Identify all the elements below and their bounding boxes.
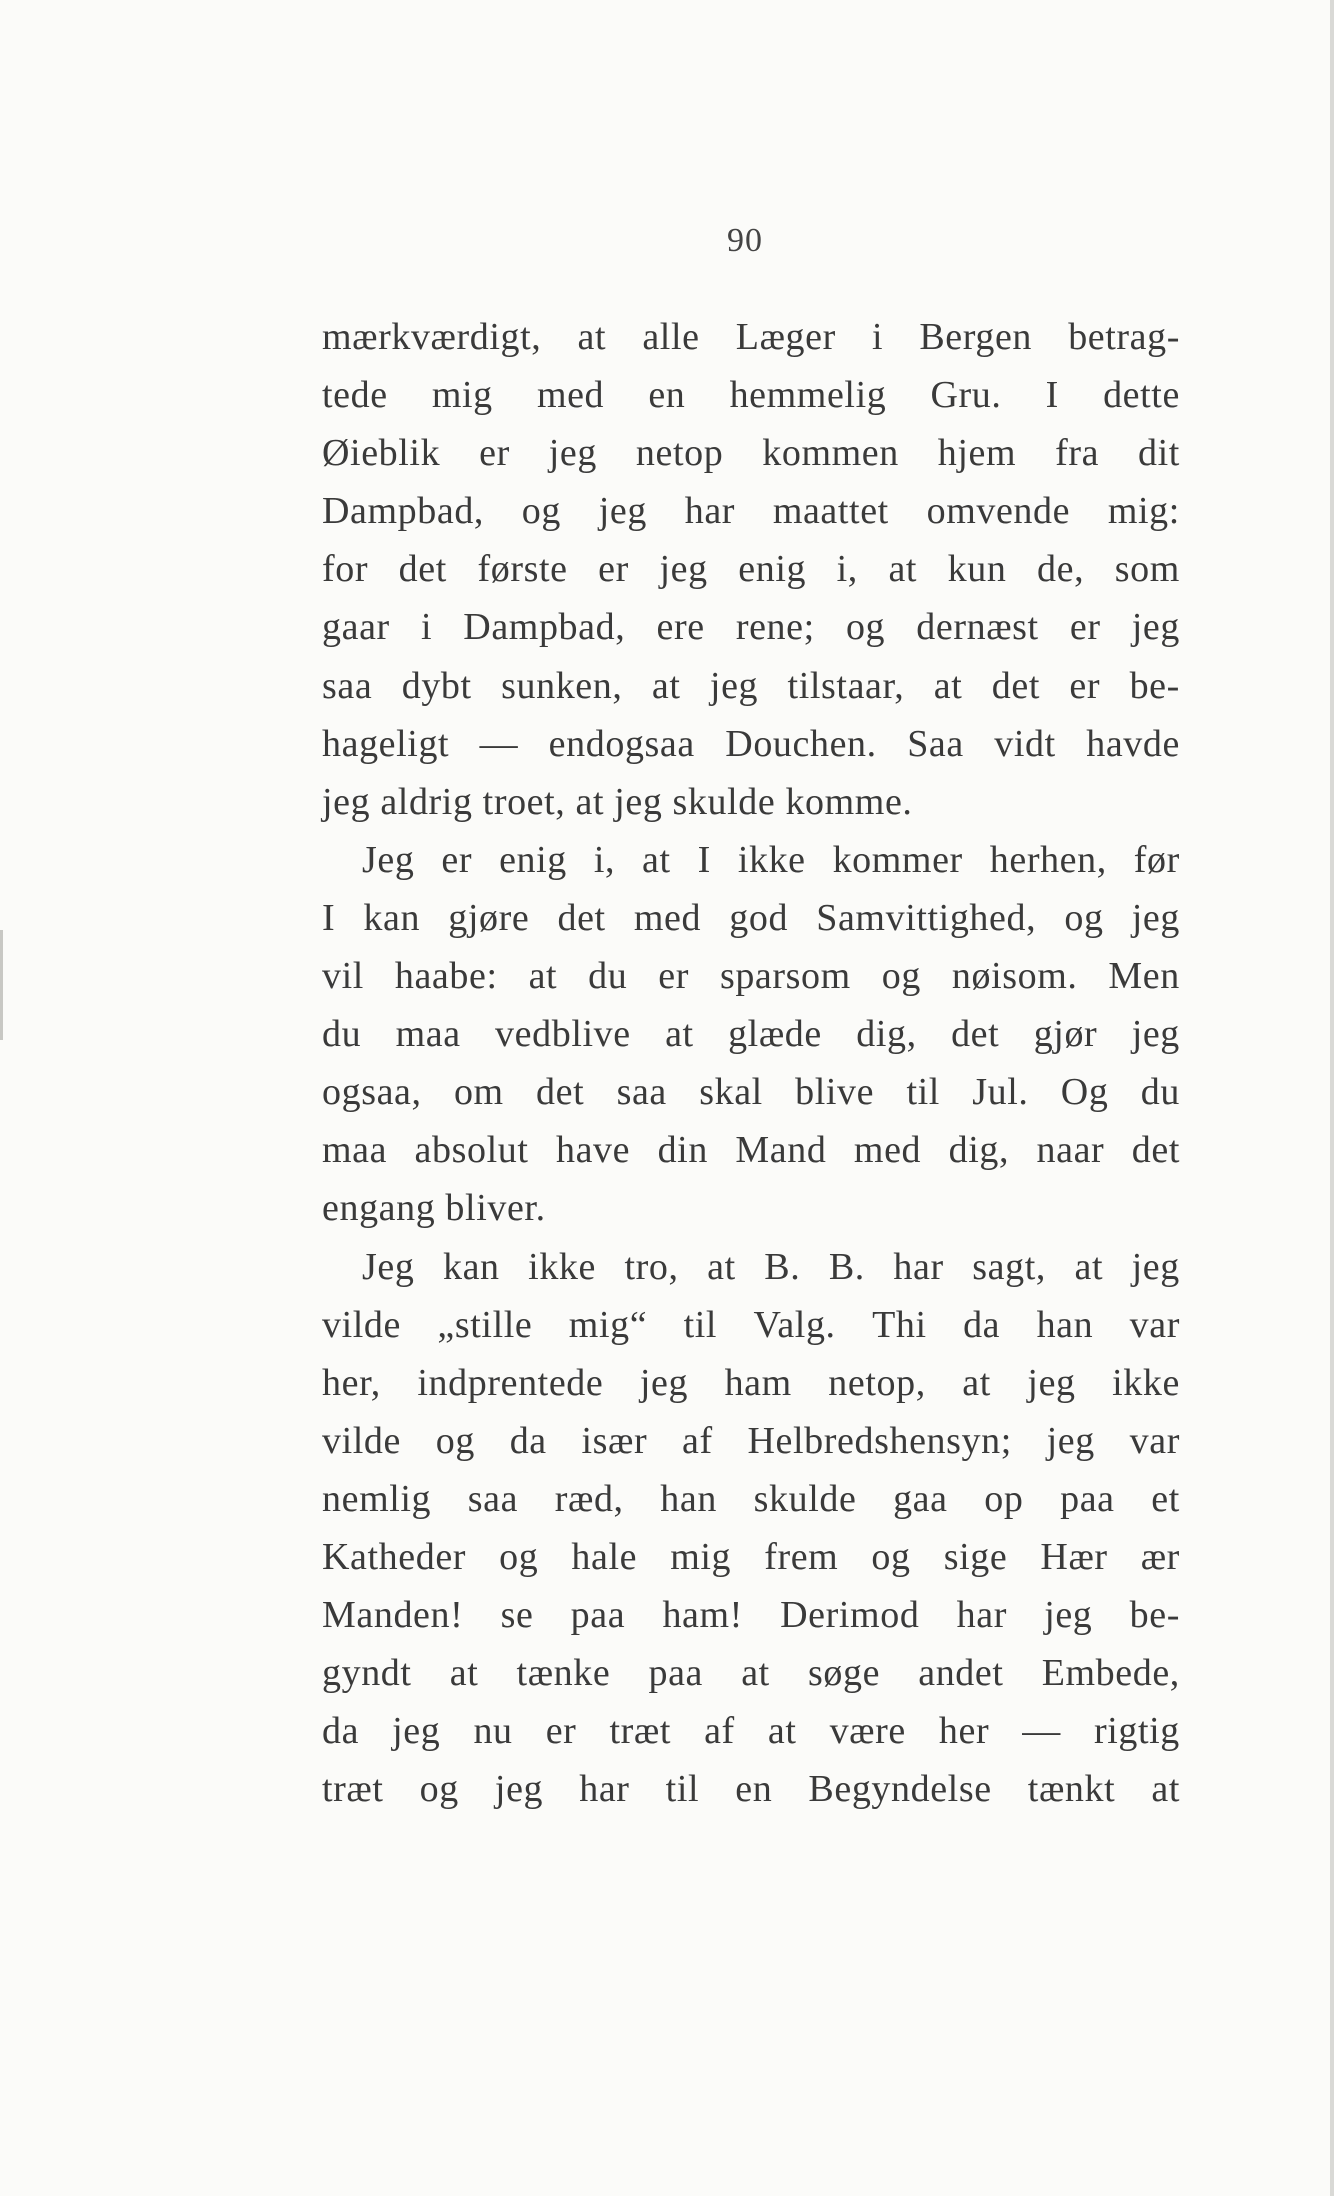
word: naar xyxy=(1036,1129,1105,1172)
word: som xyxy=(1114,548,1180,591)
word: rene; xyxy=(735,606,815,649)
word: har xyxy=(579,1768,630,1811)
text-line xyxy=(322,1644,1180,1702)
word: jeg xyxy=(639,1361,689,1404)
word: et xyxy=(1151,1477,1180,1520)
word: dernæst xyxy=(916,606,1039,649)
word: Og xyxy=(1060,1071,1109,1114)
word: gaa xyxy=(893,1477,948,1520)
text-line: jeg aldrig troet, at jeg skulde komme. xyxy=(322,780,913,823)
word: Helbredshensyn; xyxy=(747,1419,1012,1462)
word: vidt xyxy=(994,722,1056,765)
word: at xyxy=(528,955,558,998)
word: var xyxy=(1129,1419,1180,1462)
word: skal xyxy=(699,1071,763,1114)
word: haabe: xyxy=(394,955,498,998)
word: med xyxy=(633,896,702,939)
word: har xyxy=(956,1594,1007,1637)
word: er xyxy=(479,432,510,475)
word: tro, xyxy=(624,1245,679,1288)
word: de, xyxy=(1037,548,1085,591)
word: for xyxy=(322,548,369,591)
text-line xyxy=(322,1238,1180,1296)
word: Thi xyxy=(872,1303,927,1346)
word: det xyxy=(557,896,606,939)
word: at xyxy=(1151,1768,1180,1811)
word: ikke xyxy=(1112,1361,1180,1404)
word: sunken, xyxy=(501,664,623,707)
word: jeg xyxy=(1131,1245,1180,1288)
word: at xyxy=(707,1245,736,1288)
word: og xyxy=(435,1419,475,1462)
word: jeg xyxy=(1044,1594,1093,1637)
word: træt xyxy=(322,1768,384,1811)
word: mig xyxy=(431,374,493,417)
word: da xyxy=(509,1419,547,1462)
word: rigtig xyxy=(1093,1710,1180,1753)
word: absolut xyxy=(414,1129,529,1172)
word: sige xyxy=(943,1535,1008,1578)
text-line xyxy=(322,1760,1180,1818)
word: paa xyxy=(570,1594,626,1637)
word: jeg xyxy=(598,490,647,533)
word: Men xyxy=(1108,955,1180,998)
word: indprentede xyxy=(417,1361,604,1404)
word: paa xyxy=(648,1652,704,1695)
word: det xyxy=(398,548,447,591)
word: dybt xyxy=(401,664,472,707)
text-line xyxy=(322,308,1180,366)
word: jeg xyxy=(548,432,597,475)
word: ræd, xyxy=(554,1477,624,1520)
word: Manden! xyxy=(322,1594,464,1637)
word: det xyxy=(951,1013,1000,1056)
word: at xyxy=(741,1652,770,1695)
word: Mand xyxy=(735,1129,827,1172)
word: kan xyxy=(363,896,421,939)
word: er xyxy=(1069,664,1101,707)
word: til xyxy=(665,1768,700,1811)
word: og xyxy=(845,606,886,649)
word: i xyxy=(420,606,433,649)
word: dig, xyxy=(948,1129,1010,1172)
word: din xyxy=(657,1129,708,1172)
word: dit xyxy=(1138,432,1180,475)
text-line xyxy=(322,947,1180,1005)
word: Dampbad, xyxy=(322,490,485,533)
word: og xyxy=(1064,896,1104,939)
text-line xyxy=(322,1470,1180,1528)
word: være xyxy=(829,1710,906,1753)
word: I xyxy=(697,838,711,881)
page-edge-left xyxy=(0,930,3,1040)
word: af xyxy=(682,1419,713,1462)
word: at xyxy=(642,838,671,881)
word: endogsaa xyxy=(548,722,695,765)
word: at xyxy=(651,664,681,707)
word: det xyxy=(991,664,1041,707)
text-line xyxy=(322,1005,1180,1063)
word: op xyxy=(984,1477,1024,1520)
word: at xyxy=(962,1361,991,1404)
text-line xyxy=(322,1586,1180,1644)
word: netop xyxy=(635,432,724,475)
text-line xyxy=(322,1702,1180,1760)
word: søge xyxy=(808,1652,881,1695)
word: at xyxy=(449,1652,479,1695)
word: „stille xyxy=(437,1303,533,1346)
word: du xyxy=(588,955,628,998)
word: maattet xyxy=(772,490,889,533)
word: nu xyxy=(473,1710,513,1753)
text-line xyxy=(322,1528,1180,1586)
text-line xyxy=(322,1063,1180,1121)
word: Læger xyxy=(735,316,836,358)
word: Gru. xyxy=(930,374,1002,417)
word: mig xyxy=(670,1535,732,1578)
word: nemlig xyxy=(322,1477,432,1520)
word: kun xyxy=(947,548,1007,591)
word: er xyxy=(1069,606,1101,649)
word: jeg xyxy=(1046,1419,1095,1462)
word: han xyxy=(660,1477,717,1520)
text-line xyxy=(322,715,1180,773)
word: Dampbad, xyxy=(463,606,626,649)
word: jeg xyxy=(1131,606,1180,649)
word: ham xyxy=(724,1361,792,1404)
word: vilde xyxy=(322,1419,401,1462)
word: ogsaa, xyxy=(322,1071,422,1114)
word: Jeg xyxy=(362,1245,415,1288)
word: mig“ xyxy=(568,1303,648,1346)
word: Saa xyxy=(907,722,964,765)
word: Øieblik xyxy=(322,432,441,475)
word: skulde xyxy=(753,1477,857,1520)
word: og xyxy=(881,955,921,998)
word: om xyxy=(453,1071,504,1114)
word: B. xyxy=(828,1245,865,1288)
word: kan xyxy=(442,1245,500,1288)
word: jeg xyxy=(392,1710,441,1753)
word: var xyxy=(1129,1303,1180,1346)
text-line xyxy=(322,1296,1180,1354)
word: ikke xyxy=(737,838,806,881)
word: ær xyxy=(1140,1535,1180,1578)
word: Samvittighed, xyxy=(816,896,1037,939)
word: have xyxy=(555,1129,631,1172)
body-text xyxy=(322,308,1180,1818)
word: jeg xyxy=(659,548,708,591)
word: gjør xyxy=(1033,1013,1098,1056)
word: ham! xyxy=(662,1594,743,1637)
word: her xyxy=(938,1710,990,1753)
word: be- xyxy=(1129,664,1180,707)
word: fra xyxy=(1055,432,1100,475)
word: hemmelig xyxy=(729,374,887,417)
word: er xyxy=(658,955,689,998)
word: er xyxy=(545,1710,577,1753)
word: enig xyxy=(499,838,567,881)
word: sagt, xyxy=(972,1245,1046,1288)
word: havde xyxy=(1086,722,1180,765)
word: det xyxy=(536,1071,585,1114)
word: jeg xyxy=(494,1768,544,1811)
word: netop, xyxy=(828,1361,926,1404)
word: træt xyxy=(609,1710,672,1753)
word: glæde xyxy=(728,1013,822,1056)
word: og xyxy=(521,490,561,533)
word: til xyxy=(906,1071,940,1114)
word: du xyxy=(1140,1071,1180,1114)
word: be- xyxy=(1129,1594,1180,1637)
word: kommen xyxy=(762,432,899,475)
word: saa xyxy=(322,664,373,707)
word: du xyxy=(322,1013,362,1056)
word: betrag- xyxy=(1068,316,1180,358)
text-line xyxy=(322,1412,1180,1470)
text-line xyxy=(322,482,1180,540)
word: til xyxy=(683,1303,718,1346)
word: Valg. xyxy=(753,1303,836,1346)
word: kommer xyxy=(832,838,963,881)
word: her, xyxy=(322,1361,381,1404)
word: I xyxy=(1045,374,1059,417)
word: — xyxy=(1022,1710,1061,1753)
word: se xyxy=(500,1594,534,1637)
word: maa xyxy=(395,1013,461,1056)
word: en xyxy=(735,1768,773,1811)
text-line xyxy=(322,540,1180,598)
page-edge-right xyxy=(1330,0,1334,2196)
word: mig: xyxy=(1107,490,1180,533)
word: saa xyxy=(467,1477,519,1520)
word: at xyxy=(1074,1245,1104,1288)
word: gaar xyxy=(322,606,390,649)
word: tilstaar, xyxy=(787,664,905,707)
word: andet xyxy=(918,1652,1004,1695)
word: Jeg xyxy=(362,838,415,881)
word: i, xyxy=(593,838,616,881)
word: er xyxy=(598,548,629,591)
word: ikke xyxy=(528,1245,596,1288)
word: Jul. xyxy=(972,1071,1029,1114)
word: med xyxy=(536,374,605,417)
word: dette xyxy=(1103,374,1180,417)
word: i, xyxy=(836,548,858,591)
word: — xyxy=(479,722,519,765)
word: tænke xyxy=(516,1652,611,1695)
word: jeg xyxy=(1027,1361,1076,1404)
word: da xyxy=(963,1303,1001,1346)
word: blive xyxy=(795,1071,875,1114)
word: og xyxy=(871,1535,911,1578)
word: en xyxy=(648,374,686,417)
word: er xyxy=(441,838,473,881)
word: med xyxy=(853,1129,922,1172)
word: hjem xyxy=(937,432,1017,475)
word: Derimod xyxy=(780,1594,920,1637)
word: frem xyxy=(764,1535,839,1578)
word: af xyxy=(704,1710,735,1753)
text-line: engang bliver. xyxy=(322,1187,546,1230)
word: nøisom. xyxy=(951,955,1078,998)
word: omvende xyxy=(926,490,1071,533)
word: første xyxy=(477,548,568,591)
word: B. xyxy=(764,1245,801,1288)
word: før xyxy=(1133,838,1180,881)
word: tænkt xyxy=(1027,1768,1116,1811)
word: alle xyxy=(642,316,700,358)
text-line xyxy=(322,889,1180,947)
word: Bergen xyxy=(919,316,1033,358)
word: har xyxy=(684,490,736,533)
word: hale xyxy=(571,1535,638,1578)
word: sparsom xyxy=(719,955,851,998)
word: I xyxy=(322,896,336,939)
word: herhen, xyxy=(989,838,1107,881)
text-line xyxy=(322,366,1180,424)
word: hageligt xyxy=(322,722,450,765)
word: at xyxy=(767,1710,797,1753)
word: gyndt xyxy=(322,1652,412,1695)
word: god xyxy=(729,896,789,939)
word: og xyxy=(419,1768,459,1811)
text-line xyxy=(322,1354,1180,1412)
text-line xyxy=(322,657,1180,715)
word: gjøre xyxy=(448,896,530,939)
word: mærkværdigt, xyxy=(322,316,542,358)
word: Douchen. xyxy=(725,722,877,765)
word: at xyxy=(888,548,918,591)
word: har xyxy=(893,1245,944,1288)
word: vilde xyxy=(322,1303,401,1346)
word: jeg xyxy=(709,664,759,707)
word: Katheder xyxy=(322,1535,467,1578)
word: at xyxy=(577,316,607,358)
page-number: 90 xyxy=(727,222,763,259)
word: vedblive xyxy=(495,1013,631,1056)
word: og xyxy=(499,1535,539,1578)
word: maa xyxy=(322,1129,388,1172)
word: enig xyxy=(738,548,807,591)
word: at xyxy=(665,1013,694,1056)
word: paa xyxy=(1060,1477,1115,1520)
word: jeg xyxy=(1131,1013,1180,1056)
word: Embede, xyxy=(1041,1652,1180,1695)
word: saa xyxy=(616,1071,667,1114)
word: han xyxy=(1036,1303,1094,1346)
word: at xyxy=(933,664,963,707)
text-line xyxy=(322,1121,1180,1179)
text-line xyxy=(322,424,1180,482)
word: vil xyxy=(322,955,364,998)
word: tede xyxy=(322,374,388,417)
word: dig, xyxy=(856,1013,917,1056)
text-line xyxy=(322,831,1180,889)
word: især xyxy=(581,1419,648,1462)
word: jeg xyxy=(1131,896,1180,939)
text-line xyxy=(322,598,1180,656)
word: i xyxy=(872,316,884,358)
word: det xyxy=(1131,1129,1180,1172)
word: Begyndelse xyxy=(808,1768,992,1811)
word: da xyxy=(322,1710,360,1753)
word: ere xyxy=(656,606,705,649)
word: Hær xyxy=(1040,1535,1108,1578)
